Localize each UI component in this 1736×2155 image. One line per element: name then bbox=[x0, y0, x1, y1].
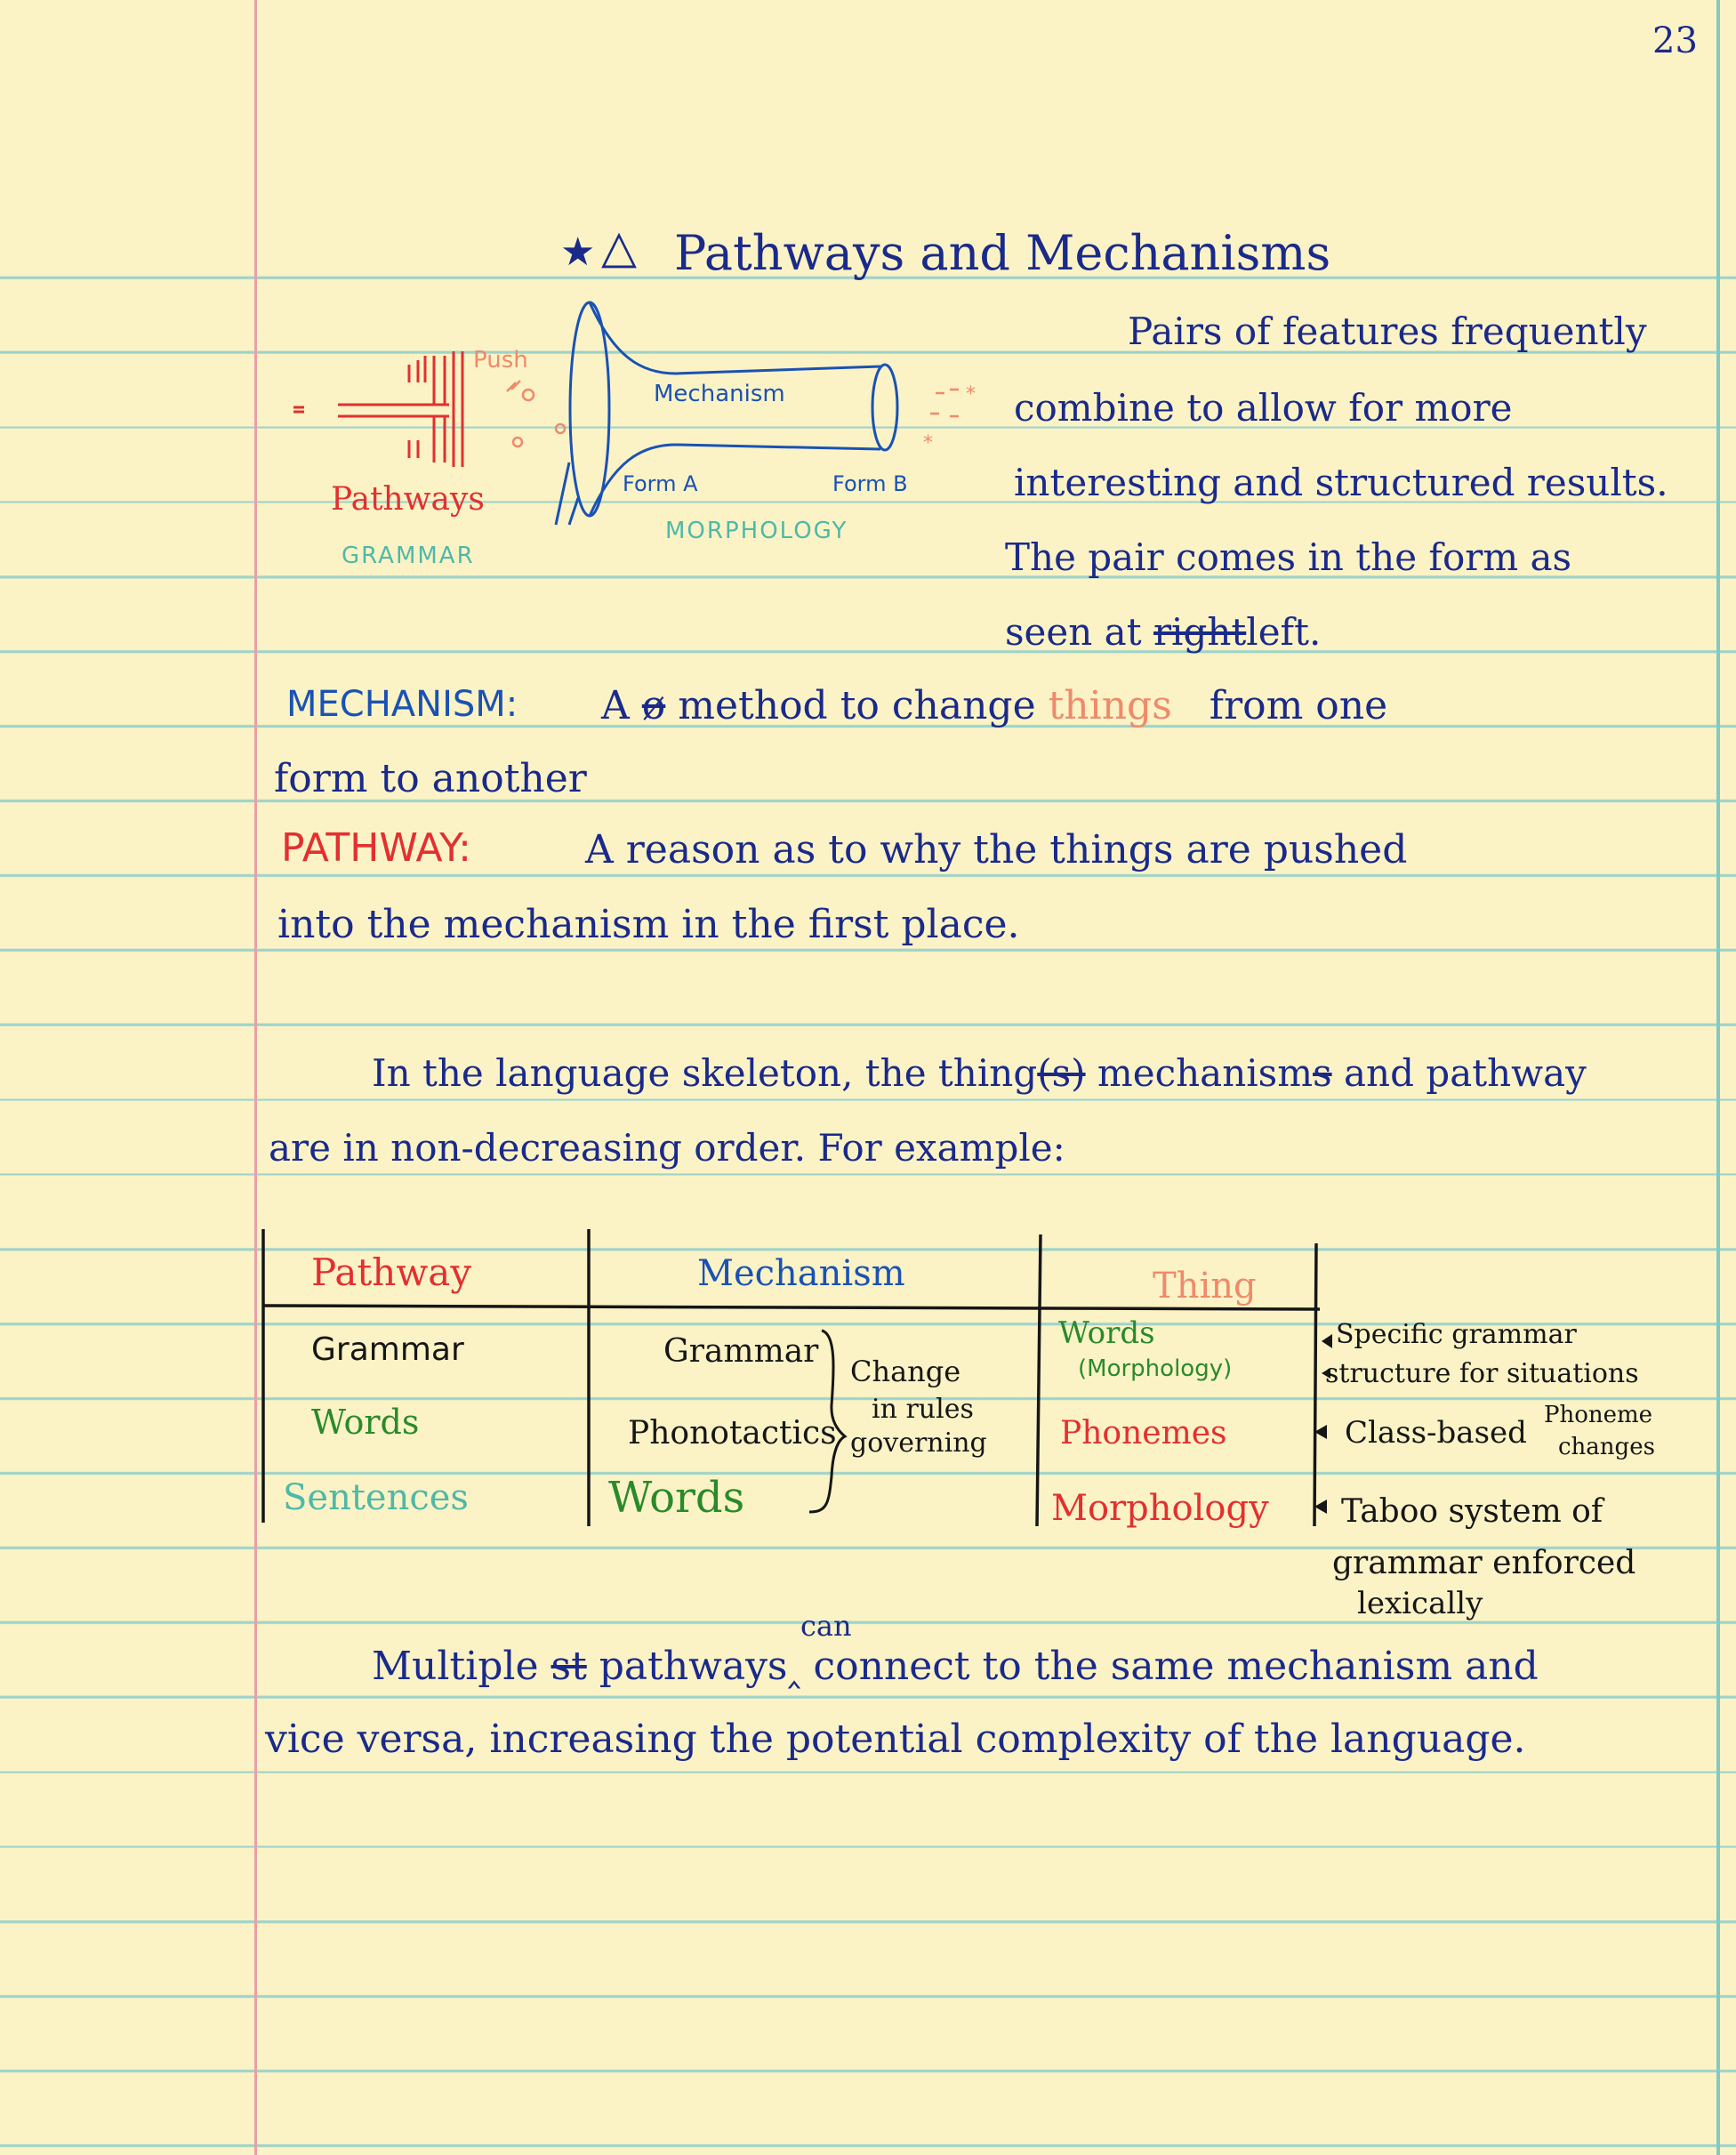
table-row-3-mechanism: Words bbox=[608, 1473, 745, 1523]
mechanism-definition-line-2: form to another bbox=[274, 756, 587, 801]
form-b-label: Form B bbox=[832, 471, 908, 496]
table-row-1-pathway: Grammar bbox=[311, 1331, 464, 1368]
table-row-2-note-1: Class-based bbox=[1345, 1415, 1527, 1451]
diagram-pathways-label: Pathways bbox=[331, 481, 485, 518]
triangle-icon: △ bbox=[601, 221, 637, 274]
table-row-1-mechanism: Grammar bbox=[663, 1333, 819, 1370]
table-row-3-pathway: Sentences bbox=[283, 1477, 469, 1518]
table-row-1-thing-sub: (Morphology) bbox=[1078, 1355, 1233, 1382]
caret-insert-text: can bbox=[800, 1609, 852, 1643]
closing-line-1: Multiple st pathways‸ connect to the same mechanism and bbox=[372, 1644, 1539, 1689]
pathway-term: PATHWAY: bbox=[281, 825, 472, 871]
pathway-definition-line-2: into the mechanism in the first place. bbox=[277, 902, 1020, 947]
star-icon: ★ bbox=[560, 229, 596, 275]
svg-text:*: * bbox=[966, 383, 976, 406]
page-number: 23 bbox=[1652, 20, 1698, 61]
table-row-2-note-2: Phoneme bbox=[1544, 1402, 1653, 1428]
intro-line-2: combine to allow for more bbox=[1014, 386, 1513, 430]
table-row-2-pathway: Words bbox=[311, 1403, 420, 1442]
page-title: Pathways and Mechanisms bbox=[674, 225, 1331, 281]
table-header-mechanism: Mechanism bbox=[697, 1253, 905, 1294]
table-header-thing: Thing bbox=[1153, 1266, 1257, 1307]
diagram-grammar-label: GRAMMAR bbox=[342, 543, 475, 569]
mechanism-term: MECHANISM: bbox=[286, 684, 518, 725]
intro-line-3: interesting and structured results. bbox=[1014, 461, 1668, 504]
brace-note-line-1: Change bbox=[850, 1355, 961, 1388]
diagram-mechanism-label: Mechanism bbox=[654, 381, 785, 407]
skeleton-line-1: In the language skeleton, the thing(s) mechanisms and pathway bbox=[372, 1051, 1587, 1095]
skeleton-line-2: are in non-decreasing order. For example: bbox=[269, 1126, 1065, 1170]
svg-text:*: * bbox=[923, 432, 933, 454]
mechanism-definition-line-1: A ø method to change things from one bbox=[601, 683, 1388, 728]
brace-note-line-3: governing bbox=[850, 1427, 987, 1459]
diagram-morphology-label: MORPHOLOGY bbox=[665, 518, 848, 544]
form-a-label: Form A bbox=[623, 471, 698, 496]
table-row-3-note-1: Taboo system of bbox=[1341, 1493, 1603, 1530]
pathway-definition-line-1: A reason as to why the things are pushed bbox=[585, 827, 1408, 872]
table-row-1-thing: Words bbox=[1058, 1315, 1155, 1351]
table-row-2-thing: Phonemes bbox=[1060, 1415, 1227, 1451]
push-label: Push bbox=[473, 347, 528, 374]
table-row-3-note-2: grammar enforced bbox=[1332, 1545, 1636, 1581]
table-row-1-note-1: Specific grammar bbox=[1336, 1319, 1577, 1350]
intro-line-1: Pairs of features frequently bbox=[1128, 310, 1647, 353]
table-row-1-note-2: structure for situations bbox=[1325, 1358, 1639, 1389]
caret-icon: ‸ bbox=[787, 1644, 801, 1689]
intro-line-4: The pair comes in the form as bbox=[1005, 535, 1572, 579]
table-row-2-note-3: changes bbox=[1558, 1434, 1655, 1460]
brace-note-line-2: in rules bbox=[872, 1394, 974, 1425]
closing-line-2: vice versa, increasing the potential complexity of the language. bbox=[265, 1717, 1526, 1762]
table-row-3-thing: Morphology bbox=[1051, 1488, 1269, 1529]
table-row-3-note-3: lexically bbox=[1357, 1586, 1483, 1621]
table-header-pathway: Pathway bbox=[311, 1250, 472, 1294]
intro-line-5: seen at rightleft. bbox=[1005, 610, 1322, 654]
table-row-2-mechanism: Phonotactics bbox=[628, 1415, 837, 1451]
